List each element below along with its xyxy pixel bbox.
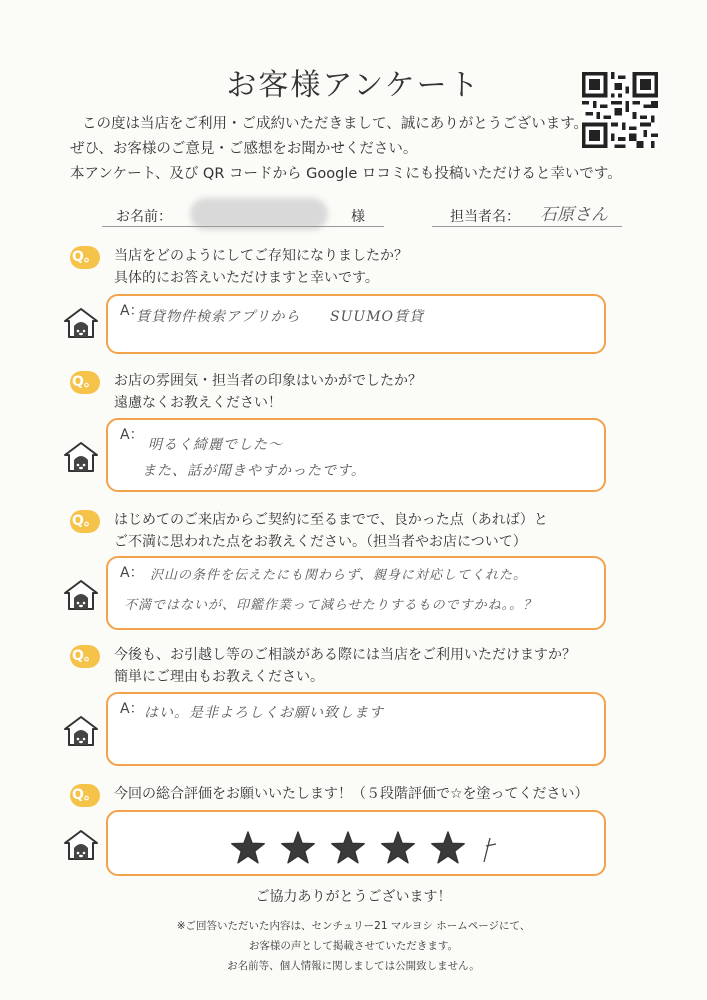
answer-box[interactable] [106, 556, 606, 630]
question-line: はじめてのご来店からご契約に至るまでで、良かった点（あれば）と [114, 512, 548, 528]
intro-line: 本アンケート、及び QR コードから Google ロコミにも投稿いただけると幸いです。 [70, 166, 622, 182]
footer-note: お名前等、個人情報に関しましては公開致しません。 [227, 960, 480, 972]
name-underline [102, 226, 384, 227]
star-icon[interactable] [382, 832, 414, 863]
question-badge: Q。 [70, 246, 100, 269]
question-line: 当店をどのようにしてご存知になりましたか？ [114, 248, 408, 264]
answer-label: A： [120, 565, 144, 581]
question-text [114, 644, 576, 688]
name-label: お名前： [116, 209, 172, 225]
page-title: お客様アンケート [226, 68, 481, 103]
staff-label: 担当者名： [450, 209, 520, 225]
question-badge: Q。 [70, 645, 100, 668]
answer-label: A： [120, 427, 144, 443]
dog-house-icon [62, 440, 100, 474]
dog-house-icon [62, 306, 100, 340]
name-row [102, 204, 622, 230]
question-text [114, 370, 422, 414]
intro-line: この度は当店をご利用・ご成約いただきまして、誠にありがとうございます。 [82, 116, 589, 132]
question-line: ご不満に思われた点をお教えください。（担当者やお店について） [114, 534, 527, 550]
question-text [114, 783, 589, 805]
answer-label: A： [120, 303, 144, 319]
dog-house-icon [62, 714, 100, 748]
question-line: 遠慮なくお教えください！ [114, 395, 282, 411]
answer-handwritten: 沢山の条件を伝えたにも関わらず、親身に対応してくれた。 [150, 568, 527, 583]
star-icon[interactable] [432, 832, 464, 863]
answer-handwritten: 明るく綺麗でした～ [148, 437, 283, 453]
question-text [114, 509, 548, 553]
question-line: 今後も、お引越し等のご相談がある際には当店をご利用いただけますか？ [114, 647, 576, 663]
answer-box[interactable] [106, 692, 606, 766]
answer-handwritten: SUUMO賃貸 [330, 309, 425, 325]
footer-note: お客様の声として掲載させていただきます。 [248, 940, 459, 952]
question-line: 簡単にご理由もお教えください。 [114, 669, 324, 685]
intro-line: ぜひ、お客様のご意見・ご感想をお聞かせください。 [70, 141, 418, 157]
question-line: 具体的にお答えいただけますと幸いです。 [114, 270, 379, 286]
answer-handwritten: また、話が聞きやすかったです。 [142, 463, 366, 479]
dog-house-icon [62, 828, 100, 862]
answer-handwritten: 賃貸物件検索アプリから [136, 309, 301, 325]
question-badge: Q。 [70, 371, 100, 394]
star-icon[interactable] [282, 832, 314, 863]
star-rating[interactable] [230, 828, 510, 868]
star-icon[interactable] [332, 832, 364, 863]
dog-house-icon [62, 578, 100, 612]
honorific: 様 [351, 209, 365, 225]
answer-label: A： [120, 701, 144, 717]
intro-text [70, 112, 622, 187]
answer-box[interactable] [106, 418, 606, 492]
footer-note: ※ご回答いただいた内容は、センチュリー21 マルヨシ ホームページにて、 [176, 920, 531, 932]
staff-name-handwritten: 石原さん [540, 205, 608, 225]
star-icon[interactable] [232, 832, 264, 863]
question-badge: Q。 [70, 510, 100, 533]
question-badge: Q。 [70, 784, 100, 807]
pen-scribble [484, 838, 496, 862]
staff-underline [432, 226, 622, 227]
answer-handwritten: 不満ではないが、印鑑作業って減らせたりするものですかね。。？ [124, 598, 538, 613]
answer-box[interactable] [106, 294, 606, 354]
question-line: 今回の総合評価をお願いいたします！（５段階評価で☆を塗ってください） [114, 786, 589, 802]
question-line: お店の雰囲気・担当者の印象はいかがでしたか？ [114, 373, 422, 389]
answer-handwritten: はい。是非よろしくお願い致します [144, 705, 384, 721]
question-text [114, 245, 408, 289]
footer-thanks: ご協力ありがとうございます！ [255, 889, 452, 905]
